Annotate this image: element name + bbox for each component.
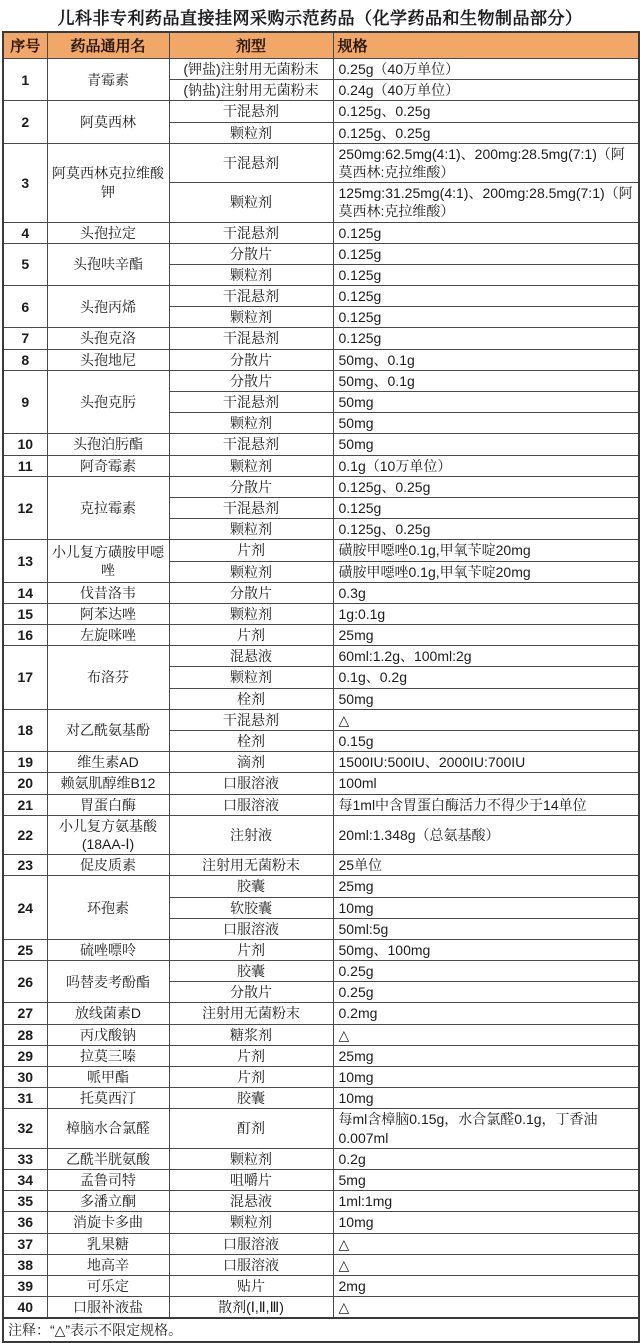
spec-cell: 25mg bbox=[333, 625, 639, 646]
dosage-form-cell: 干混悬剂 bbox=[169, 392, 333, 413]
dosage-form-cell: 片剂 bbox=[169, 1045, 333, 1066]
drug-name-cell: 阿奇霉素 bbox=[47, 455, 169, 476]
dosage-form-cell: 颗粒剂 bbox=[169, 603, 333, 624]
spec-cell: 0.125g、0.25g bbox=[333, 476, 639, 497]
table-row bbox=[3, 625, 639, 646]
drug-name-cell: 阿苯达唑 bbox=[47, 603, 169, 624]
table-row bbox=[3, 455, 639, 476]
table-row bbox=[3, 709, 639, 730]
table-row bbox=[3, 286, 639, 307]
spec-cell: 0.125g bbox=[333, 497, 639, 518]
spec-cell: 1ml:1mg bbox=[333, 1191, 639, 1212]
dosage-form-cell: 口服溶液 bbox=[169, 794, 333, 815]
table-row bbox=[3, 1045, 639, 1066]
spec-cell: 0.25g bbox=[333, 961, 639, 982]
spec-cell: 50mg、100mg bbox=[333, 939, 639, 960]
spec-cell: 5mg bbox=[333, 1169, 639, 1190]
spec-cell: 1500IU:500IU、2000IU:700IU bbox=[333, 752, 639, 773]
row-number-cell: 22 bbox=[3, 815, 47, 854]
row-number-cell: 33 bbox=[3, 1148, 47, 1169]
row-number-cell: 19 bbox=[3, 752, 47, 773]
dosage-form-cell: 口服溶液 bbox=[169, 773, 333, 794]
drug-name-cell: 孟鲁司特 bbox=[47, 1169, 169, 1190]
dosage-form-cell: 糖浆剂 bbox=[169, 1024, 333, 1045]
row-number-cell: 17 bbox=[3, 646, 47, 710]
table-row bbox=[3, 476, 639, 497]
dosage-form-cell: 干混悬剂 bbox=[169, 497, 333, 518]
spec-cell: 0.2g bbox=[333, 1148, 639, 1169]
spec-cell: 0.125g bbox=[333, 222, 639, 243]
dosage-form-cell: 颗粒剂 bbox=[169, 667, 333, 688]
spec-cell: 磺胺甲噁唑0.1g,甲氧苄啶20mg bbox=[333, 540, 639, 561]
dosage-form-cell: 颗粒剂 bbox=[169, 413, 333, 434]
drug-name-cell: 托莫西汀 bbox=[47, 1088, 169, 1109]
table-row bbox=[3, 939, 639, 960]
drug-name-cell: 头孢克肟 bbox=[47, 370, 169, 434]
dosage-form-cell: (钠盐)注射用无菌粉末 bbox=[169, 80, 333, 101]
row-number-cell: 2 bbox=[3, 101, 47, 143]
table-row bbox=[3, 1233, 639, 1254]
table-row bbox=[3, 961, 639, 982]
spec-cell: 25mg bbox=[333, 1045, 639, 1066]
dosage-form-cell: 分散片 bbox=[169, 476, 333, 497]
drug-name-cell: 硫唑嘌呤 bbox=[47, 939, 169, 960]
table-row bbox=[3, 794, 639, 815]
drug-name-cell: 对乙酰氨基酚 bbox=[47, 709, 169, 751]
row-number-cell: 31 bbox=[3, 1088, 47, 1109]
dosage-form-cell: 贴片 bbox=[169, 1275, 333, 1296]
dosage-form-cell: 片剂 bbox=[169, 1067, 333, 1088]
spec-cell: 0.24g（40万单位） bbox=[333, 80, 639, 101]
header-row bbox=[3, 32, 639, 59]
row-number-cell: 39 bbox=[3, 1275, 47, 1296]
dosage-form-cell: (钾盐)注射用无菌粉末 bbox=[169, 59, 333, 80]
table-row bbox=[3, 1109, 639, 1148]
dosage-form-cell: 干混悬剂 bbox=[169, 101, 333, 122]
dosage-form-cell: 口服溶液 bbox=[169, 918, 333, 939]
dosage-form-cell: 分散片 bbox=[169, 370, 333, 391]
row-number-cell: 25 bbox=[3, 939, 47, 960]
dosage-form-cell: 胶囊 bbox=[169, 876, 333, 897]
spec-cell: 每ml含樟脑0.15g，水合氯醛0.1g，丁香油0.007ml bbox=[333, 1109, 639, 1148]
row-number-cell: 7 bbox=[3, 328, 47, 349]
dosage-form-cell: 干混悬剂 bbox=[169, 286, 333, 307]
dosage-form-cell: 注射用无菌粉末 bbox=[169, 1003, 333, 1024]
drug-table bbox=[2, 31, 640, 1343]
spec-cell: 10mg bbox=[333, 1067, 639, 1088]
note-row bbox=[3, 1318, 639, 1342]
drug-name-cell: 放线菌素D bbox=[47, 1003, 169, 1024]
row-number-cell: 29 bbox=[3, 1045, 47, 1066]
table-row bbox=[3, 1088, 639, 1109]
spec-cell: 磺胺甲噁唑0.1g,甲氧苄啶20mg bbox=[333, 561, 639, 582]
drug-name-cell: 小儿复方磺胺甲噁唑 bbox=[47, 540, 169, 582]
dosage-form-cell: 咀嚼片 bbox=[169, 1169, 333, 1190]
table-row bbox=[3, 1212, 639, 1233]
drug-name-cell: 丙戊酸钠 bbox=[47, 1024, 169, 1045]
table-row bbox=[3, 1297, 639, 1319]
spec-cell: 0.25g（40万单位） bbox=[333, 59, 639, 80]
dosage-form-cell: 混悬液 bbox=[169, 646, 333, 667]
dosage-form-cell: 干混悬剂 bbox=[169, 143, 333, 182]
drug-name-cell: 头孢地尼 bbox=[47, 349, 169, 370]
spec-cell: 50mg bbox=[333, 688, 639, 709]
spec-cell: △ bbox=[333, 1024, 639, 1045]
table-row bbox=[3, 328, 639, 349]
table-row bbox=[3, 1191, 639, 1212]
dosage-form-cell: 颗粒剂 bbox=[169, 561, 333, 582]
row-number-cell: 3 bbox=[3, 143, 47, 222]
drug-name-cell: 口服补液盐 bbox=[47, 1297, 169, 1319]
dosage-form-cell: 注射用无菌粉末 bbox=[169, 855, 333, 876]
spec-cell: 0.125g bbox=[333, 286, 639, 307]
table-row bbox=[3, 876, 639, 897]
row-number-cell: 15 bbox=[3, 603, 47, 624]
row-number-cell: 23 bbox=[3, 855, 47, 876]
dosage-form-cell: 颗粒剂 bbox=[169, 264, 333, 285]
table-row bbox=[3, 815, 639, 854]
row-number-cell: 20 bbox=[3, 773, 47, 794]
page-title: 儿科非专利药品直接挂网采购示范药品（化学药品和生物制品部分） bbox=[57, 9, 583, 28]
dosage-form-cell: 颗粒剂 bbox=[169, 1212, 333, 1233]
spec-cell: 0.125g bbox=[333, 264, 639, 285]
dosage-form-cell: 栓剂 bbox=[169, 688, 333, 709]
drug-name-cell: 青霉素 bbox=[47, 59, 169, 101]
drug-name-cell: 地高辛 bbox=[47, 1254, 169, 1275]
table-row bbox=[3, 1169, 639, 1190]
drug-name-cell: 拉莫三嗪 bbox=[47, 1045, 169, 1066]
row-number-cell: 8 bbox=[3, 349, 47, 370]
spec-cell: 10mg bbox=[333, 1088, 639, 1109]
dosage-form-cell: 分散片 bbox=[169, 349, 333, 370]
table-row bbox=[3, 243, 639, 264]
drug-name-cell: 乙酰半胱氨酸 bbox=[47, 1148, 169, 1169]
row-number-cell: 5 bbox=[3, 243, 47, 285]
row-number-cell: 16 bbox=[3, 625, 47, 646]
spec-cell: △ bbox=[333, 709, 639, 730]
spec-cell: 50mg bbox=[333, 434, 639, 455]
drug-name-cell: 头孢克洛 bbox=[47, 328, 169, 349]
spec-cell: 50mg bbox=[333, 413, 639, 434]
row-number-cell: 18 bbox=[3, 709, 47, 751]
row-number-cell: 26 bbox=[3, 961, 47, 1003]
row-number-cell: 38 bbox=[3, 1254, 47, 1275]
row-number-cell: 34 bbox=[3, 1169, 47, 1190]
dosage-form-cell: 分散片 bbox=[169, 582, 333, 603]
drug-table-body bbox=[3, 59, 639, 1319]
table-header bbox=[3, 32, 639, 59]
dosage-form-cell: 颗粒剂 bbox=[169, 455, 333, 476]
spec-cell: 50mg、0.1g bbox=[333, 349, 639, 370]
drug-name-cell: 哌甲酯 bbox=[47, 1067, 169, 1088]
drug-name-cell: 布洛芬 bbox=[47, 646, 169, 710]
dosage-form-cell: 散剂(Ⅰ,Ⅱ,Ⅲ) bbox=[169, 1297, 333, 1319]
spec-cell: 0.15g bbox=[333, 731, 639, 752]
drug-name-cell: 促皮质素 bbox=[47, 855, 169, 876]
table-footer bbox=[3, 1318, 639, 1342]
dosage-form-cell: 颗粒剂 bbox=[169, 307, 333, 328]
dosage-form-cell: 片剂 bbox=[169, 540, 333, 561]
drug-name-cell: 头孢丙烯 bbox=[47, 286, 169, 328]
dosage-form-cell: 片剂 bbox=[169, 939, 333, 960]
spec-cell: 0.1g（10万单位） bbox=[333, 455, 639, 476]
row-number-cell: 4 bbox=[3, 222, 47, 243]
spec-cell: 100ml bbox=[333, 773, 639, 794]
dosage-form-cell: 颗粒剂 bbox=[169, 183, 333, 222]
row-number-cell: 36 bbox=[3, 1212, 47, 1233]
row-number-cell: 6 bbox=[3, 286, 47, 328]
dosage-form-cell: 酊剂 bbox=[169, 1109, 333, 1148]
spec-cell: 2mg bbox=[333, 1275, 639, 1296]
table-row bbox=[3, 1024, 639, 1045]
drug-name-cell: 维生素AD bbox=[47, 752, 169, 773]
row-number-cell: 40 bbox=[3, 1297, 47, 1319]
footnote: 注释：“△”表示不限定规格。 bbox=[3, 1318, 639, 1342]
spec-cell: 60ml:1.2g、100ml:2g bbox=[333, 646, 639, 667]
spec-cell: 50ml:5g bbox=[333, 918, 639, 939]
dosage-form-cell: 干混悬剂 bbox=[169, 434, 333, 455]
row-number-cell: 27 bbox=[3, 1003, 47, 1024]
row-number-cell: 10 bbox=[3, 434, 47, 455]
drug-name-cell: 多潘立酮 bbox=[47, 1191, 169, 1212]
table-row bbox=[3, 222, 639, 243]
drug-name-cell: 左旋咪唑 bbox=[47, 625, 169, 646]
spec-cell: 50mg bbox=[333, 392, 639, 413]
spec-cell: 0.1g、0.2g bbox=[333, 667, 639, 688]
table-row bbox=[3, 540, 639, 561]
dosage-form-cell: 颗粒剂 bbox=[169, 122, 333, 143]
spec-cell: 0.3g bbox=[333, 582, 639, 603]
table-row bbox=[3, 1067, 639, 1088]
dosage-form-cell: 分散片 bbox=[169, 982, 333, 1003]
dosage-form-cell: 口服溶液 bbox=[169, 1233, 333, 1254]
dosage-form-cell: 分散片 bbox=[169, 243, 333, 264]
spec-cell: 每1ml中含胃蛋白酶活力不得少于14单位 bbox=[333, 794, 639, 815]
column-header-drug-name: 药品通用名 bbox=[47, 32, 169, 59]
column-header-number: 序号 bbox=[3, 32, 47, 59]
row-number-cell: 21 bbox=[3, 794, 47, 815]
column-header-dosage-form: 剂型 bbox=[169, 32, 333, 59]
row-number-cell: 24 bbox=[3, 876, 47, 940]
drug-name-cell: 阿莫西林克拉维酸钾 bbox=[47, 143, 169, 222]
row-number-cell: 35 bbox=[3, 1191, 47, 1212]
spec-cell: 0.2mg bbox=[333, 1003, 639, 1024]
dosage-form-cell: 干混悬剂 bbox=[169, 709, 333, 730]
dosage-form-cell: 干混悬剂 bbox=[169, 222, 333, 243]
table-row bbox=[3, 855, 639, 876]
drug-name-cell: 小儿复方氨基酸(18AA-Ⅰ) bbox=[47, 815, 169, 854]
row-number-cell: 11 bbox=[3, 455, 47, 476]
drug-name-cell: 阿莫西林 bbox=[47, 101, 169, 143]
row-number-cell: 1 bbox=[3, 59, 47, 101]
spec-cell: 1g:0.1g bbox=[333, 603, 639, 624]
row-number-cell: 14 bbox=[3, 582, 47, 603]
row-number-cell: 32 bbox=[3, 1109, 47, 1148]
spec-cell: 50mg、0.1g bbox=[333, 370, 639, 391]
dosage-form-cell: 混悬液 bbox=[169, 1191, 333, 1212]
spec-cell: 25单位 bbox=[333, 855, 639, 876]
spec-cell: 10mg bbox=[333, 1212, 639, 1233]
row-number-cell: 30 bbox=[3, 1067, 47, 1088]
dosage-form-cell: 软胶囊 bbox=[169, 897, 333, 918]
spec-cell: 20ml:1.348g（总氨基酸） bbox=[333, 815, 639, 854]
table-row bbox=[3, 143, 639, 182]
spec-cell: 250mg:62.5mg(4:1)、200mg:28.5mg(7:1)（阿莫西林:克拉维酸） bbox=[333, 143, 639, 182]
drug-name-cell: 樟脑水合氯醛 bbox=[47, 1109, 169, 1148]
dosage-form-cell: 胶囊 bbox=[169, 961, 333, 982]
drug-name-cell: 胃蛋白酶 bbox=[47, 794, 169, 815]
dosage-form-cell: 颗粒剂 bbox=[169, 519, 333, 540]
row-number-cell: 28 bbox=[3, 1024, 47, 1045]
column-header-spec: 规格 bbox=[333, 32, 639, 59]
table-row bbox=[3, 101, 639, 122]
drug-name-cell: 赖氨肌醇维B12 bbox=[47, 773, 169, 794]
spec-cell: 0.125g bbox=[333, 328, 639, 349]
dosage-form-cell: 注射液 bbox=[169, 815, 333, 854]
spec-cell: 10mg bbox=[333, 897, 639, 918]
spec-cell: 0.125g、0.25g bbox=[333, 122, 639, 143]
table-row bbox=[3, 1254, 639, 1275]
table-row bbox=[3, 752, 639, 773]
table-row bbox=[3, 582, 639, 603]
spec-cell: 0.125g、0.25g bbox=[333, 519, 639, 540]
drug-name-cell: 乳果糖 bbox=[47, 1233, 169, 1254]
spec-cell: △ bbox=[333, 1233, 639, 1254]
drug-name-cell: 头孢泊肟酯 bbox=[47, 434, 169, 455]
table-row bbox=[3, 59, 639, 80]
drug-name-cell: 可乐定 bbox=[47, 1275, 169, 1296]
table-row bbox=[3, 646, 639, 667]
row-number-cell: 12 bbox=[3, 476, 47, 540]
row-number-cell: 13 bbox=[3, 540, 47, 582]
table-row bbox=[3, 1148, 639, 1169]
dosage-form-cell: 颗粒剂 bbox=[169, 1148, 333, 1169]
dosage-form-cell: 滴剂 bbox=[169, 752, 333, 773]
spec-cell: 125mg:31.25mg(4:1)、200mg:28.5mg(7:1)（阿莫西林:克拉维酸） bbox=[333, 183, 639, 222]
dosage-form-cell: 片剂 bbox=[169, 625, 333, 646]
table-row bbox=[3, 1003, 639, 1024]
table-row bbox=[3, 370, 639, 391]
drug-name-cell: 头孢拉定 bbox=[47, 222, 169, 243]
drug-name-cell: 克拉霉素 bbox=[47, 476, 169, 540]
dosage-form-cell: 胶囊 bbox=[169, 1088, 333, 1109]
table-row bbox=[3, 434, 639, 455]
row-number-cell: 9 bbox=[3, 370, 47, 434]
row-number-cell: 37 bbox=[3, 1233, 47, 1254]
drug-name-cell: 吗替麦考酚酯 bbox=[47, 961, 169, 1003]
table-row bbox=[3, 1275, 639, 1296]
dosage-form-cell: 干混悬剂 bbox=[169, 328, 333, 349]
dosage-form-cell: 栓剂 bbox=[169, 731, 333, 752]
table-row bbox=[3, 349, 639, 370]
spec-cell: 0.125g、0.25g bbox=[333, 101, 639, 122]
drug-name-cell: 环孢素 bbox=[47, 876, 169, 940]
drug-name-cell: 伐昔洛韦 bbox=[47, 582, 169, 603]
drug-name-cell: 消旋卡多曲 bbox=[47, 1212, 169, 1233]
drug-name-cell: 头孢呋辛酯 bbox=[47, 243, 169, 285]
spec-cell: 25mg bbox=[333, 876, 639, 897]
spec-cell: 0.125g bbox=[333, 307, 639, 328]
spec-cell: △ bbox=[333, 1297, 639, 1319]
dosage-form-cell: 口服溶液 bbox=[169, 1254, 333, 1275]
spec-cell: △ bbox=[333, 1254, 639, 1275]
table-row bbox=[3, 773, 639, 794]
table-row bbox=[3, 603, 639, 624]
spec-cell: 0.25g bbox=[333, 982, 639, 1003]
spec-cell: 0.125g bbox=[333, 243, 639, 264]
